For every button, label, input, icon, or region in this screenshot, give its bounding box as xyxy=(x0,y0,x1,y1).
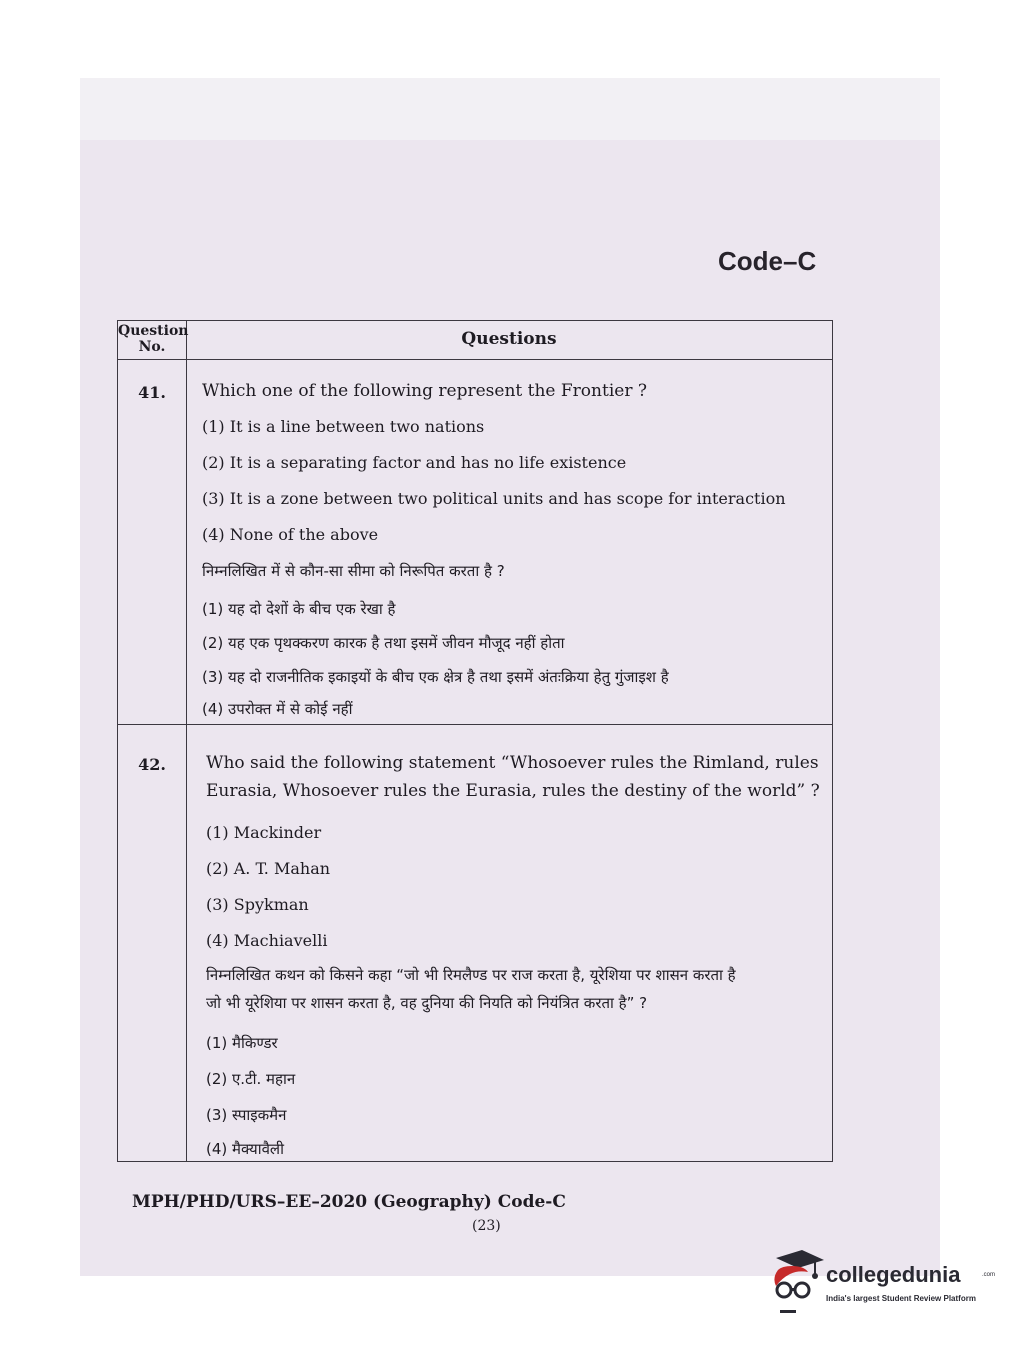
brand-name: collegedunia xyxy=(826,1262,961,1287)
option-hindi: (2) यह एक पृथक्करण कारक है तथा इसमें जीवन मौजूद नहीं होता xyxy=(202,634,565,652)
header-rule xyxy=(118,359,832,360)
option-english: (2) A. T. Mahan xyxy=(206,859,331,878)
question-text-english: Who said the following statement “Whosoever rules the Rimland, rules xyxy=(206,753,819,773)
option-hindi: (3) स्पाइकमैन xyxy=(206,1106,287,1124)
mascot-icon xyxy=(768,1248,824,1316)
exam-footer: MPH/PHD/URS–EE–2020 (Geography) Code-C xyxy=(132,1192,566,1212)
option-english: (4) None of the above xyxy=(202,525,379,544)
paper-sheet xyxy=(80,140,940,1276)
scanned-page xyxy=(80,78,940,1276)
question-number: 41. xyxy=(138,383,166,402)
option-english: (3) It is a zone between two political units and has scope for interaction xyxy=(202,489,786,508)
column-divider xyxy=(186,321,187,1161)
brand-tagline: India's largest Student Review Platform xyxy=(826,1294,976,1303)
question-text-hindi: निम्नलिखित में से कौन-सा सीमा को निरूपित करता है ? xyxy=(202,562,505,580)
option-english: (1) Mackinder xyxy=(206,823,322,842)
paper-code: Code–C xyxy=(718,246,817,276)
option-english: (3) Spykman xyxy=(206,895,309,914)
column-header-number: Question No. xyxy=(118,323,189,355)
option-english: (1) It is a line between two nations xyxy=(202,417,485,436)
question-number: 42. xyxy=(138,755,166,774)
brand-tld: .com xyxy=(982,1272,996,1278)
question-table xyxy=(117,320,833,1162)
column-header-questions: Questions xyxy=(461,329,557,349)
row-rule xyxy=(118,724,832,725)
option-english: (4) Machiavelli xyxy=(206,931,328,950)
page-number: (23) xyxy=(472,1218,501,1234)
collegedunia-logo xyxy=(768,1248,998,1318)
question-text-english: Eurasia, Whosoever rules the Eurasia, rules the destiny of the world” ? xyxy=(206,781,820,801)
option-hindi: (1) मैकिण्डर xyxy=(206,1034,278,1052)
question-text-hindi: निम्नलिखित कथन को किसने कहा “जो भी रिमलैण्ड पर राज करता है, यूरेशिया पर शासन करता है xyxy=(206,966,736,984)
option-hindi: (3) यह दो राजनीतिक इकाइयों के बीच एक क्षेत्र है तथा इसमें अंतःक्रिया हेतु गुंजाइश है xyxy=(202,668,669,686)
question-text-english: Which one of the following represent the Frontier ? xyxy=(202,381,647,401)
option-hindi: (4) मैक्यावैली xyxy=(206,1140,284,1158)
option-hindi: (4) उपरोक्त में से कोई नहीं xyxy=(202,700,353,718)
question-text-hindi: जो भी यूरेशिया पर शासन करता है, वह दुनिया की नियति को नियंत्रित करता है” ? xyxy=(206,994,648,1012)
option-english: (2) It is a separating factor and has no life existence xyxy=(202,453,627,472)
option-hindi: (1) यह दो देशों के बीच एक रेखा है xyxy=(202,600,396,618)
option-hindi: (2) ए.टी. महान xyxy=(206,1070,296,1088)
